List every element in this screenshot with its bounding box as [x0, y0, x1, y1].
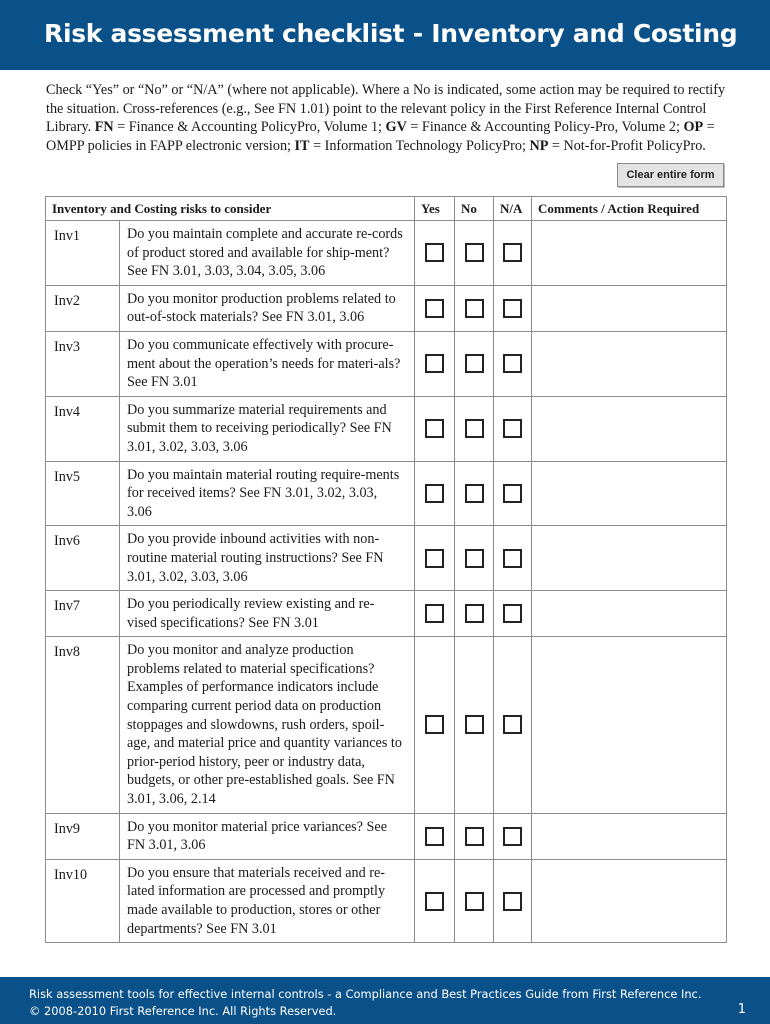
- yes-checkbox[interactable]: [425, 715, 444, 734]
- row-question: Do you summarize material requirements and submit them to receiving periodically? See FN 3.01, 3.02, 3.03, 3.06: [120, 396, 415, 461]
- header-na: N/A: [494, 197, 532, 221]
- comments-field[interactable]: [532, 526, 727, 591]
- row-id: Inv6: [46, 526, 120, 591]
- header-bar: [0, 0, 770, 70]
- cell-na: [494, 331, 532, 396]
- checklist-table: [45, 196, 727, 943]
- row-question: Do you communicate effectively with procure-ment about the operation’s needs for materi-als? See FN 3.01: [120, 331, 415, 396]
- yes-checkbox[interactable]: [425, 827, 444, 846]
- cell-na: [494, 461, 532, 526]
- yes-checkbox[interactable]: [425, 419, 444, 438]
- cell-yes: [415, 859, 455, 942]
- cell-no: [455, 461, 494, 526]
- row-id: Inv7: [46, 591, 120, 637]
- cell-na: [494, 591, 532, 637]
- footer-copyright: © 2008-2010 First Reference Inc. All Rights Reserved.: [29, 1004, 337, 1018]
- cell-yes: [415, 637, 455, 813]
- header-yes: Yes: [415, 197, 455, 221]
- no-checkbox[interactable]: [465, 243, 484, 262]
- table-row: [46, 637, 727, 813]
- np-abbr: NP: [529, 137, 549, 154]
- no-checkbox[interactable]: [465, 604, 484, 623]
- cell-yes: [415, 221, 455, 286]
- cell-na: [494, 637, 532, 813]
- table-row: [46, 591, 727, 637]
- yes-checkbox[interactable]: [425, 549, 444, 568]
- yes-checkbox[interactable]: [425, 243, 444, 262]
- comments-field[interactable]: [532, 813, 727, 859]
- table-row: [46, 461, 727, 526]
- op-abbr: OP: [683, 119, 704, 136]
- gv-abbr: GV: [385, 119, 407, 136]
- na-checkbox[interactable]: [503, 243, 522, 262]
- gv-text: = Finance & Accounting Policy-Pro, Volume 2;: [406, 119, 684, 136]
- cell-yes: [415, 461, 455, 526]
- na-checkbox[interactable]: [503, 354, 522, 373]
- row-question: Do you monitor and analyze production problems related to material specifications? Examples of performance indicators include comparing current period data on production stoppages and slowdowns, rush orders, spoil-age, and material price and quantity variances to prior-period history, peer or industry data, budgets, or other pre-established goals. See FN 3.01, 3.06, 2.14: [120, 637, 415, 813]
- row-question: Do you periodically review existing and re-vised specifications? See FN 3.01: [120, 591, 415, 637]
- header-risks: Inventory and Costing risks to consider: [46, 197, 415, 221]
- comments-field[interactable]: [532, 591, 727, 637]
- na-checkbox[interactable]: [503, 484, 522, 503]
- row-question: Do you maintain complete and accurate re-cords of product stored and available for ship-ment? See FN 3.01, 3.03, 3.04, 3.05, 3.06: [120, 221, 415, 286]
- table-row: [46, 859, 727, 942]
- yes-checkbox[interactable]: [425, 604, 444, 623]
- table-row: [46, 285, 727, 331]
- na-checkbox[interactable]: [503, 419, 522, 438]
- comments-field[interactable]: [532, 285, 727, 331]
- cell-no: [455, 285, 494, 331]
- cell-yes: [415, 331, 455, 396]
- cell-yes: [415, 285, 455, 331]
- yes-checkbox[interactable]: [425, 299, 444, 318]
- cell-no: [455, 637, 494, 813]
- cell-na: [494, 396, 532, 461]
- table-header-row: [46, 197, 727, 221]
- footer-line-1: Risk assessment tools for effective internal controls - a Compliance and Best Practices Guide from First Reference Inc.: [29, 987, 702, 1001]
- cell-no: [455, 859, 494, 942]
- page-number: 1: [737, 1002, 746, 1017]
- comments-field[interactable]: [532, 331, 727, 396]
- cell-yes: [415, 591, 455, 637]
- intro-text: Check “Yes” or “No” or “N/A” (where not applicable). Where a No is indicated, some action may be required to rectify the situation. Cross-references (e.g., See FN 1.01) point to the relevant policy in the First Reference Internal Control Library.: [46, 82, 726, 136]
- fn-text: = Finance & Accounting PolicyPro, Volume 1;: [113, 119, 386, 136]
- clear-form-button[interactable]: Clear entire form: [617, 163, 724, 187]
- row-id: Inv2: [46, 285, 120, 331]
- table-row: [46, 221, 727, 286]
- table-row: [46, 813, 727, 859]
- yes-checkbox[interactable]: [425, 354, 444, 373]
- cell-no: [455, 591, 494, 637]
- op-text: = OMPP policies in FAPP electronic version;: [46, 119, 715, 154]
- row-question: Do you monitor production problems related to out-of-stock materials? See FN 3.01, 3.06: [120, 285, 415, 331]
- comments-field[interactable]: [532, 461, 727, 526]
- table-row: [46, 396, 727, 461]
- np-text: = Not-for-Profit PolicyPro.: [548, 137, 706, 154]
- cell-na: [494, 859, 532, 942]
- row-question: Do you ensure that materials received and re-lated information are processed and promptly made available to production, stores or other departments? See FN 3.01: [120, 859, 415, 942]
- cell-yes: [415, 813, 455, 859]
- na-checkbox[interactable]: [503, 299, 522, 318]
- na-checkbox[interactable]: [503, 892, 522, 911]
- na-checkbox[interactable]: [503, 715, 522, 734]
- comments-field[interactable]: [532, 637, 727, 813]
- yes-checkbox[interactable]: [425, 892, 444, 911]
- intro-paragraph: [46, 81, 726, 155]
- no-checkbox[interactable]: [465, 354, 484, 373]
- it-abbr: IT: [294, 137, 310, 154]
- cell-yes: [415, 526, 455, 591]
- cell-no: [455, 526, 494, 591]
- comments-field[interactable]: [532, 221, 727, 286]
- header-comments: Comments / Action Required: [532, 197, 727, 221]
- row-id: Inv1: [46, 221, 120, 286]
- table-row: [46, 331, 727, 396]
- na-checkbox[interactable]: [503, 549, 522, 568]
- row-id: Inv8: [46, 637, 120, 813]
- cell-na: [494, 526, 532, 591]
- row-id: Inv10: [46, 859, 120, 942]
- fn-abbr: FN: [94, 119, 114, 136]
- row-id: Inv9: [46, 813, 120, 859]
- table-row: [46, 526, 727, 591]
- comments-field[interactable]: [532, 859, 727, 942]
- page-title: Risk assessment checklist - Inventory and Costing: [44, 19, 738, 48]
- no-checkbox[interactable]: [465, 715, 484, 734]
- row-question: Do you monitor material price variances? See FN 3.01, 3.06: [120, 813, 415, 859]
- row-id: Inv5: [46, 461, 120, 526]
- cell-no: [455, 396, 494, 461]
- cell-na: [494, 221, 532, 286]
- no-checkbox[interactable]: [465, 892, 484, 911]
- no-checkbox[interactable]: [465, 827, 484, 846]
- row-id: Inv4: [46, 396, 120, 461]
- comments-field[interactable]: [532, 396, 727, 461]
- cell-yes: [415, 396, 455, 461]
- row-id: Inv3: [46, 331, 120, 396]
- cell-no: [455, 221, 494, 286]
- footer-bar: [0, 977, 770, 1024]
- yes-checkbox[interactable]: [425, 484, 444, 503]
- it-text: = Information Technology PolicyPro;: [309, 137, 530, 154]
- no-checkbox[interactable]: [465, 419, 484, 438]
- cell-no: [455, 813, 494, 859]
- na-checkbox[interactable]: [503, 604, 522, 623]
- header-no: No: [455, 197, 494, 221]
- row-question: Do you maintain material routing require-ments for received items? See FN 3.01, 3.02, 3.03, 3.06: [120, 461, 415, 526]
- row-question: Do you provide inbound activities with non-routine material routing instructions? See FN 3.01, 3.02, 3.03, 3.06: [120, 526, 415, 591]
- cell-na: [494, 285, 532, 331]
- no-checkbox[interactable]: [465, 549, 484, 568]
- no-checkbox[interactable]: [465, 299, 484, 318]
- cell-na: [494, 813, 532, 859]
- no-checkbox[interactable]: [465, 484, 484, 503]
- cell-no: [455, 331, 494, 396]
- na-checkbox[interactable]: [503, 827, 522, 846]
